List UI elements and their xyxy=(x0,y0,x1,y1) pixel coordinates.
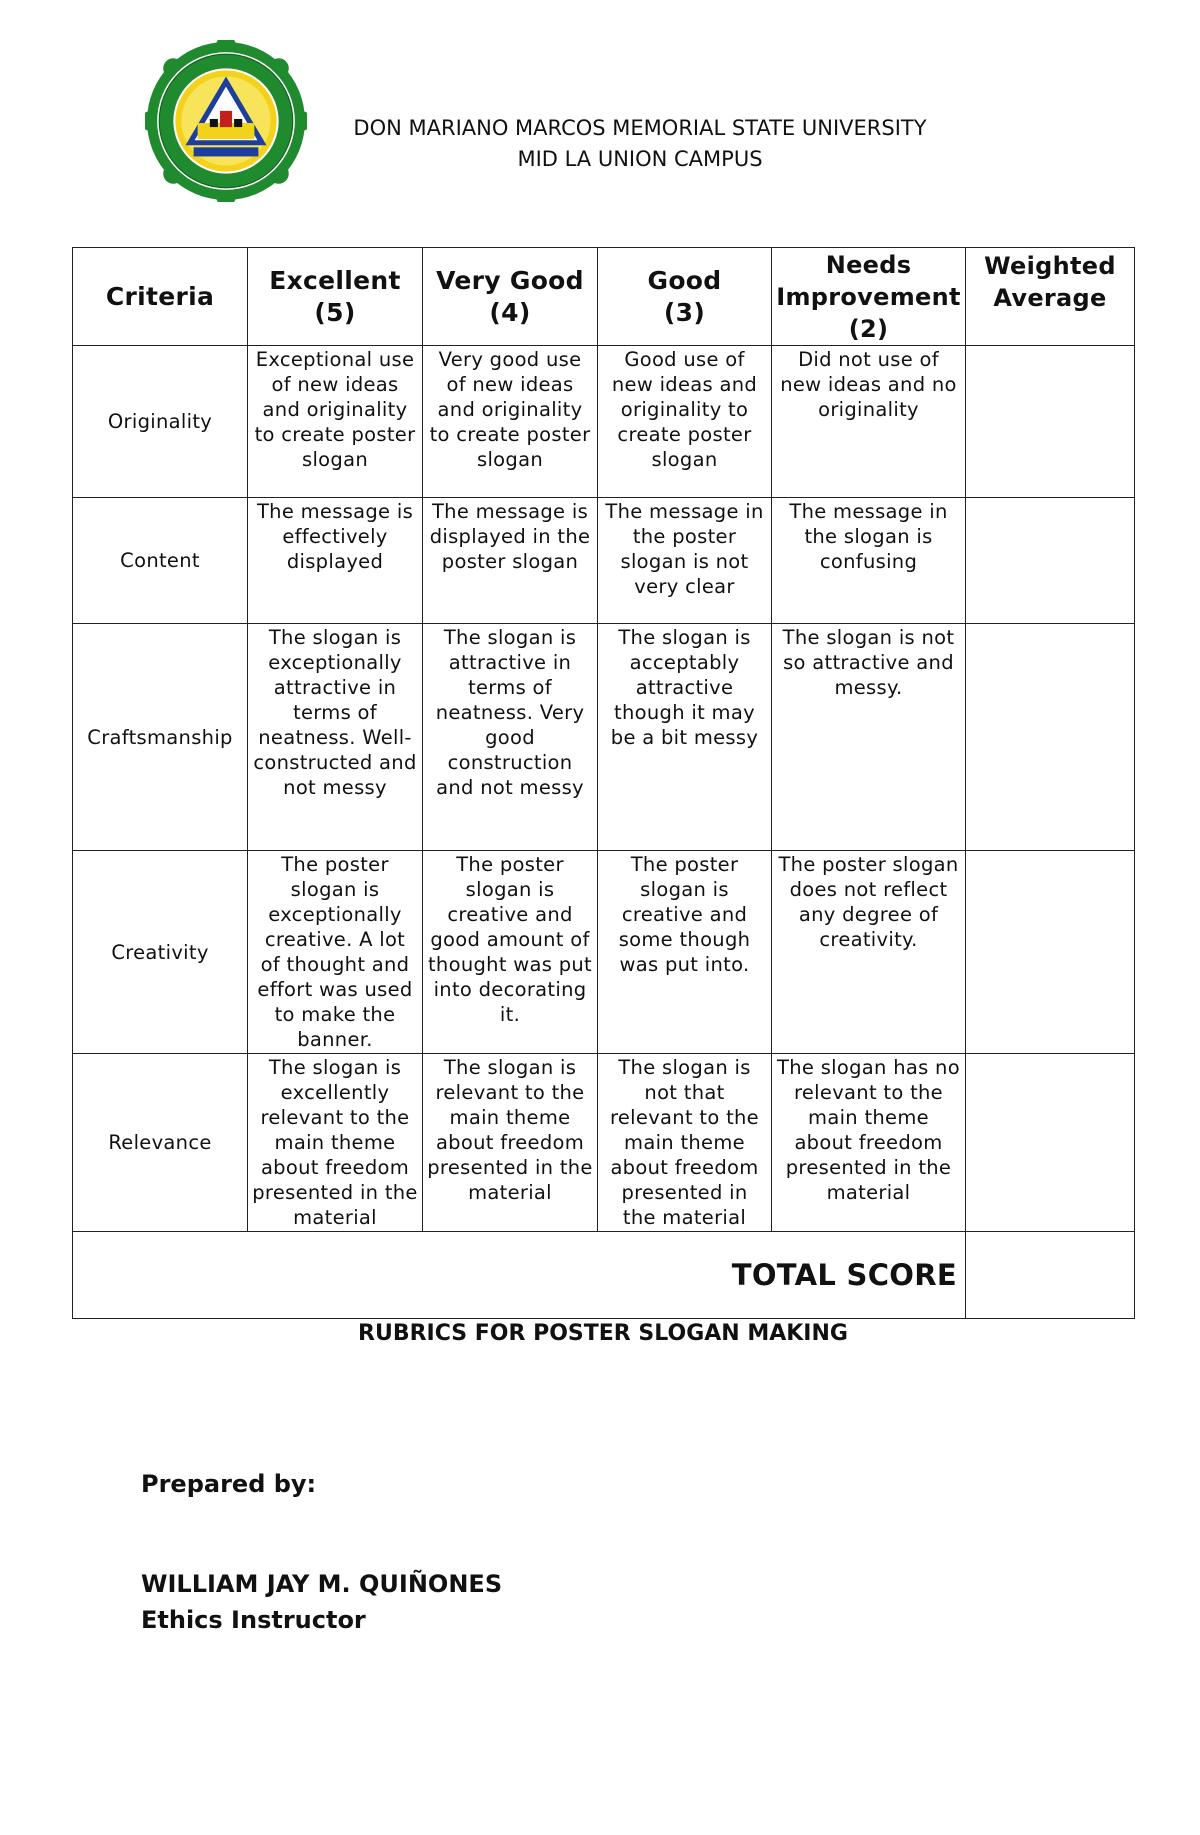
total-row xyxy=(73,1232,1135,1319)
weighted-average-cell xyxy=(966,624,1135,851)
excellent-cell: The poster slogan is exceptionally creative. A lot of thought and effort was used to make the banner. xyxy=(248,851,423,1054)
total-score-value xyxy=(966,1232,1135,1319)
prepared-by-label: Prepared by: xyxy=(141,1470,317,1498)
good-cell: The poster slogan is creative and some though was put into. xyxy=(598,851,772,1054)
table-row xyxy=(73,624,1135,851)
very-good-cell: Very good use of new ideas and originality to create poster slogan xyxy=(423,346,598,498)
criterion-cell: Craftsmanship xyxy=(73,624,248,851)
table-row xyxy=(73,1054,1135,1232)
instructor-name: WILLIAM JAY M. QUIÑONES xyxy=(141,1570,503,1598)
campus-name: MID LA UNION CAMPUS xyxy=(517,147,763,171)
rubric-caption: RUBRICS FOR POSTER SLOGAN MAKING xyxy=(358,1321,848,1346)
excellent-cell: The slogan is excellently relevant to the main theme about freedom presented in the material xyxy=(248,1054,423,1232)
needs-improvement-cell: The poster slogan does not reflect any degree of creativity. xyxy=(772,851,966,1054)
criterion-cell: Content xyxy=(73,498,248,624)
needs-improvement-cell: The slogan is not so attractive and messy. xyxy=(772,624,966,851)
good-cell: The slogan is acceptably attractive though it may be a bit messy xyxy=(598,624,772,851)
very-good-cell: The slogan is attractive in terms of neatness. Very good construction and not messy xyxy=(423,624,598,851)
criterion-cell: Originality xyxy=(73,346,248,498)
very-good-cell: The poster slogan is creative and good amount of thought was put into decorating it. xyxy=(423,851,598,1054)
table-row xyxy=(73,346,1135,498)
very-good-cell: The slogan is relevant to the main theme about freedom presented in the material xyxy=(423,1054,598,1232)
table-row xyxy=(73,851,1135,1054)
needs-improvement-cell: The message in the slogan is confusing xyxy=(772,498,966,624)
university-seal-icon xyxy=(145,40,307,202)
weighted-average-cell xyxy=(966,851,1135,1054)
good-cell: Good use of new ideas and originality to create poster slogan xyxy=(598,346,772,498)
header-criteria: Criteria xyxy=(73,248,248,346)
header-good: Good (3) xyxy=(598,248,772,346)
instructor-role: Ethics Instructor xyxy=(141,1606,366,1634)
total-score-label: TOTAL SCORE xyxy=(73,1232,966,1319)
excellent-cell: The slogan is exceptionally attractive in terms of neatness. Well-constructed and not messy xyxy=(248,624,423,851)
header-excellent: Excellent (5) xyxy=(248,248,423,346)
rubric-table xyxy=(72,247,1135,1319)
weighted-average-cell xyxy=(966,346,1135,498)
header-needs-improvement: Needs Improvement (2) xyxy=(772,248,966,346)
excellent-cell: Exceptional use of new ideas and originality to create poster slogan xyxy=(248,346,423,498)
good-cell: The message in the poster slogan is not very clear xyxy=(598,498,772,624)
very-good-cell: The message is displayed in the poster slogan xyxy=(423,498,598,624)
criterion-cell: Creativity xyxy=(73,851,248,1054)
header-weighted-average: Weighted Average xyxy=(966,248,1135,346)
table-row xyxy=(73,498,1135,624)
header-very-good: Very Good (4) xyxy=(423,248,598,346)
university-name: DON MARIANO MARCOS MEMORIAL STATE UNIVERSITY xyxy=(353,116,927,140)
weighted-average-cell xyxy=(966,1054,1135,1232)
weighted-average-cell xyxy=(966,498,1135,624)
excellent-cell: The message is effectively displayed xyxy=(248,498,423,624)
needs-improvement-cell: Did not use of new ideas and no originality xyxy=(772,346,966,498)
good-cell: The slogan is not that relevant to the main theme about freedom presented in the material xyxy=(598,1054,772,1232)
header-row xyxy=(73,248,1135,346)
needs-improvement-cell: The slogan has no relevant to the main theme about freedom presented in the material xyxy=(772,1054,966,1232)
criterion-cell: Relevance xyxy=(73,1054,248,1232)
